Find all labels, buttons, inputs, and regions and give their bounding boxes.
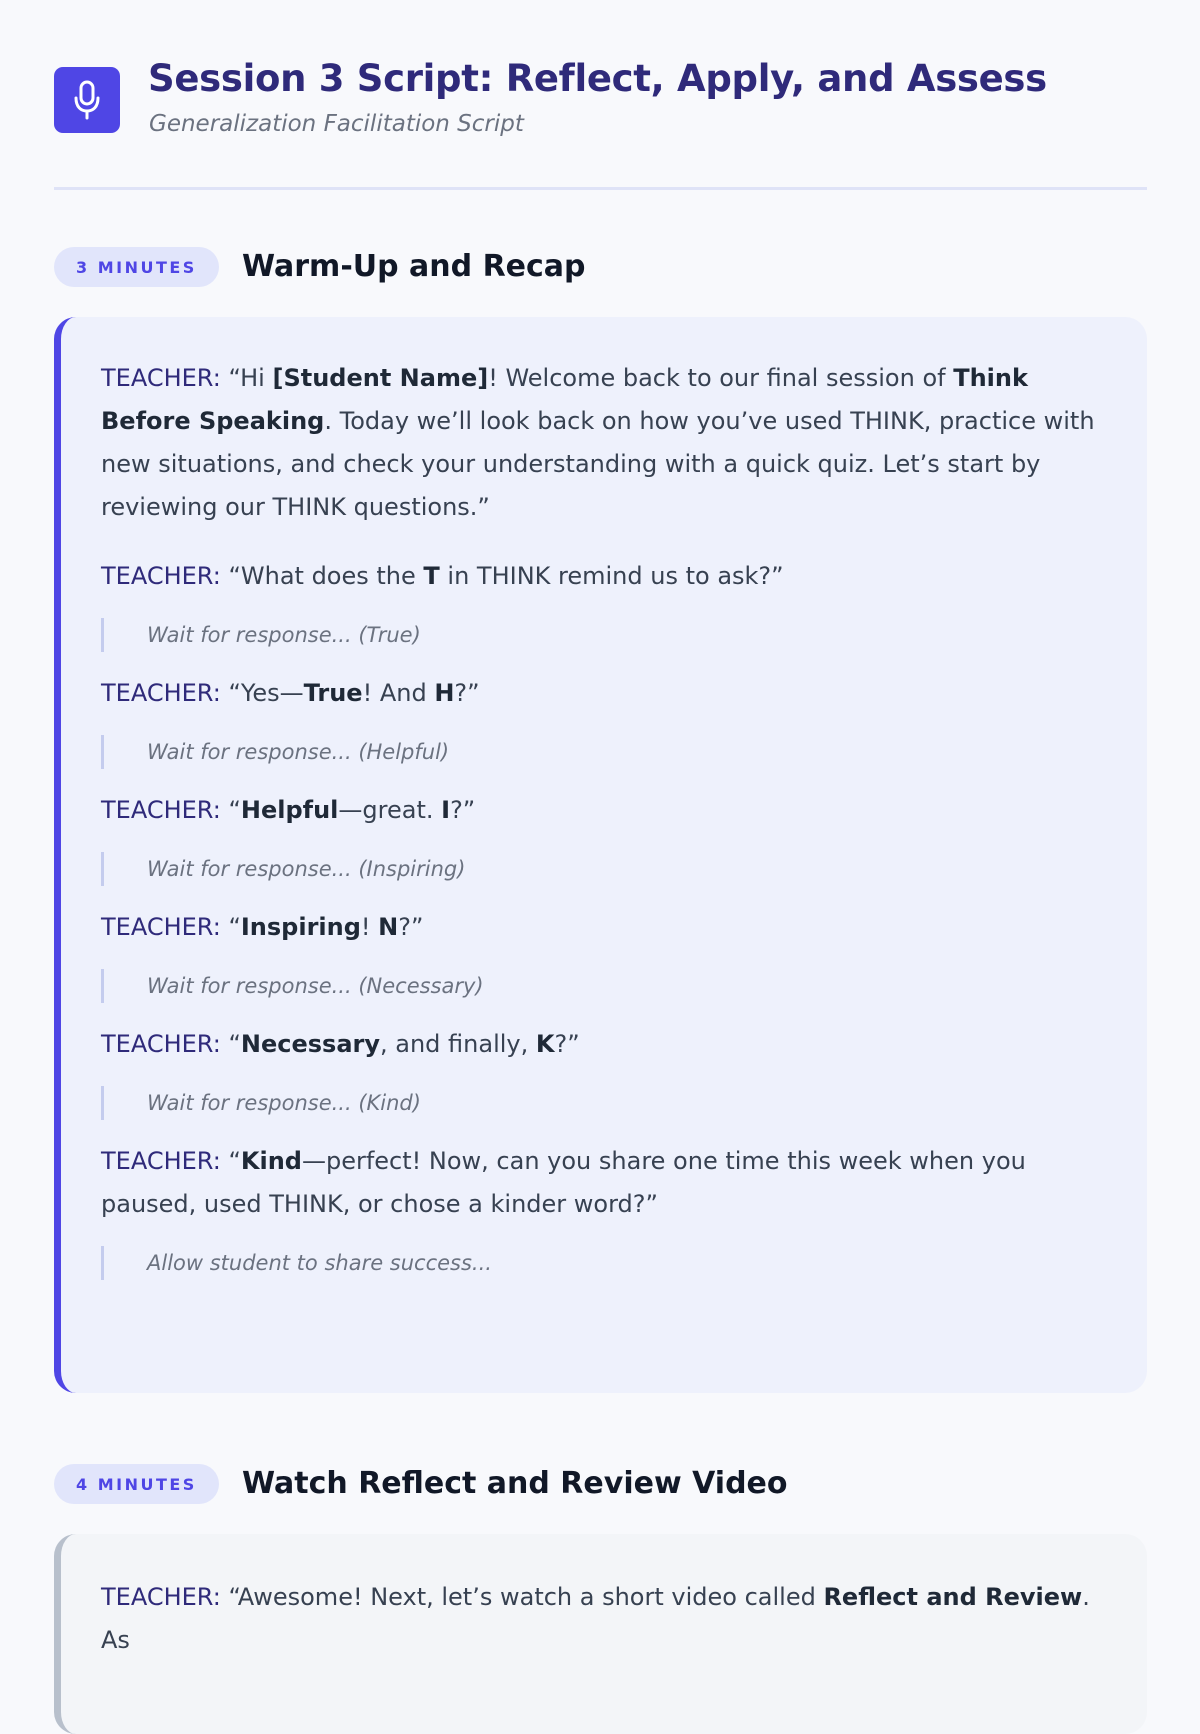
page-title: Session 3 Script: Reflect, Apply, and Assess	[148, 57, 1047, 100]
emphasis-text: T	[423, 562, 440, 590]
script-card-warm-up	[54, 317, 1147, 1393]
script-card-video	[54, 1534, 1147, 1734]
script-text: “Yes—	[220, 679, 304, 707]
speaker-label: TEACHER:	[101, 364, 221, 392]
microphone-icon	[54, 67, 120, 133]
speaker-label: TEACHER:	[101, 562, 221, 590]
stage-direction: Wait for response... (Helpful)	[101, 735, 1103, 769]
script-line	[101, 906, 1103, 949]
script-text: “	[220, 913, 241, 941]
script-line	[101, 1140, 1103, 1226]
script-text: “	[220, 1147, 241, 1175]
speaker-label: TEACHER:	[101, 796, 221, 824]
header-divider	[54, 187, 1147, 190]
section-header-warm-up	[54, 247, 1147, 287]
emphasis-text: N	[378, 913, 399, 941]
section-title: Watch Reflect and Review Video	[242, 1466, 788, 1501]
emphasis-text: I	[441, 796, 451, 824]
page-subtitle: Generalization Facilitation Script	[149, 111, 524, 137]
emphasis-text: Necessary	[240, 1030, 380, 1058]
script-text: “	[220, 796, 241, 824]
emphasis-text: Helpful	[240, 796, 339, 824]
stage-direction: Wait for response... (Necessary)	[101, 969, 1103, 1003]
stage-direction: Wait for response... (True)	[101, 618, 1103, 652]
script-text: ?”	[398, 913, 424, 941]
page-header	[54, 57, 1147, 189]
duration-badge: 4 MINUTES	[54, 1464, 219, 1504]
script-text: in THINK remind us to ask?”	[439, 562, 784, 590]
script-text: —great.	[338, 796, 442, 824]
script-text: “Hi	[220, 364, 273, 392]
speaker-label: TEACHER:	[101, 913, 221, 941]
section-title: Warm-Up and Recap	[242, 249, 586, 284]
script-line	[101, 357, 1103, 529]
script-text: !	[360, 913, 379, 941]
section-header-video	[54, 1464, 1147, 1504]
script-line	[101, 1023, 1103, 1066]
emphasis-text: Inspiring	[240, 913, 361, 941]
script-text: . As	[101, 1583, 1090, 1654]
script-text: ?”	[454, 679, 480, 707]
script-line	[101, 1576, 1103, 1662]
script-line	[101, 555, 1103, 598]
script-text: “What does the	[220, 562, 424, 590]
stage-direction: Wait for response... (Kind)	[101, 1086, 1103, 1120]
speaker-label: TEACHER:	[101, 1583, 221, 1611]
script-text: ! Welcome back to our final session of	[488, 364, 954, 392]
script-text: “	[220, 1030, 241, 1058]
duration-badge: 3 MINUTES	[54, 247, 219, 287]
emphasis-text: H	[434, 679, 455, 707]
emphasis-text: Think Before Speaking	[101, 364, 1028, 435]
speaker-label: TEACHER:	[101, 679, 221, 707]
script-line	[101, 672, 1103, 715]
script-text: ! And	[362, 679, 435, 707]
script-text: ?”	[554, 1030, 580, 1058]
script-text: ?”	[450, 796, 476, 824]
script-text: . Today we’ll look back on how you’ve used THINK, practice with new situations, and check your understanding with a quick quiz. Let’s start by reviewing our THINK questions.”	[101, 407, 1095, 521]
stage-direction: Allow student to share success...	[101, 1246, 1103, 1280]
emphasis-text: [Student Name]	[272, 364, 489, 392]
script-text: “Awesome! Next, let’s watch a short video called	[220, 1583, 824, 1611]
script-text: —perfect! Now, can you share one time this week when you paused, used THINK, or chose a kinder word?”	[101, 1147, 1026, 1218]
script-line	[101, 789, 1103, 832]
stage-direction: Wait for response... (Inspiring)	[101, 852, 1103, 886]
script-text: , and finally,	[380, 1030, 536, 1058]
speaker-label: TEACHER:	[101, 1030, 221, 1058]
emphasis-text: K	[535, 1030, 555, 1058]
speaker-label: TEACHER:	[101, 1147, 221, 1175]
emphasis-text: Reflect and Review	[823, 1583, 1083, 1611]
emphasis-text: True	[303, 679, 363, 707]
emphasis-text: Kind	[240, 1147, 302, 1175]
